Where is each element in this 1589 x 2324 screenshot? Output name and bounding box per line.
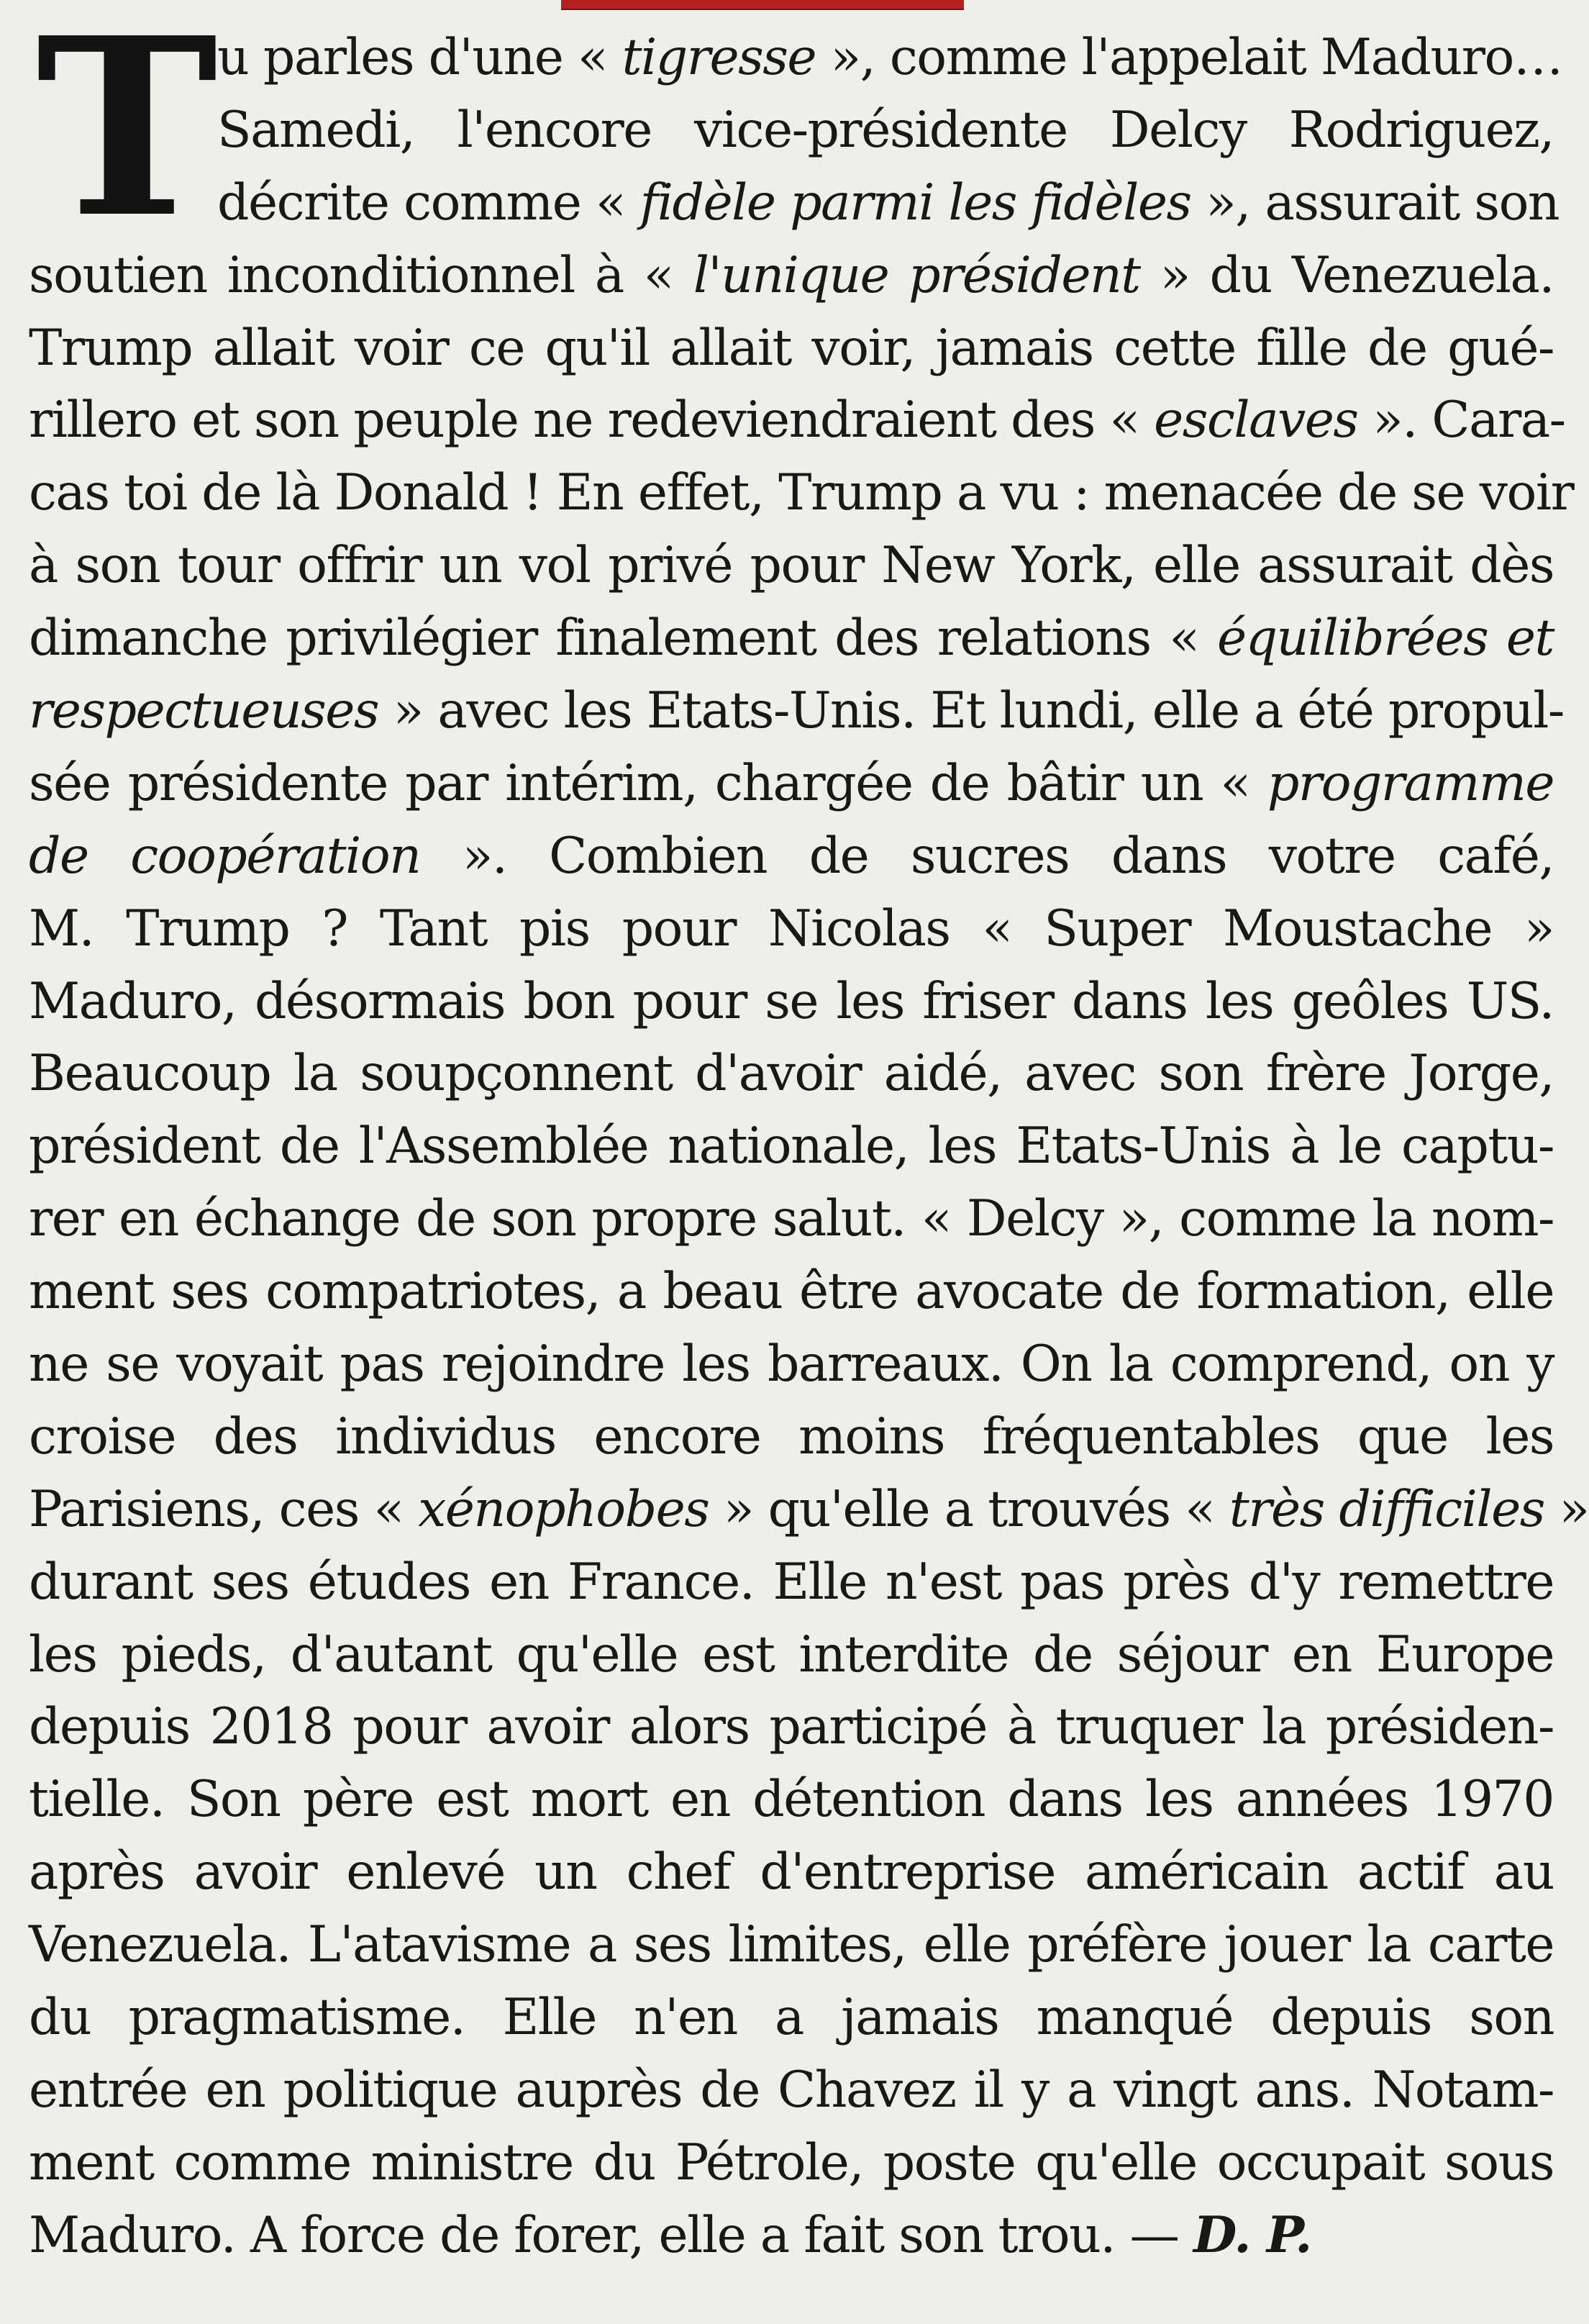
article-line — [29, 1474, 1589, 1546]
text-segment: Maduro. A force de forer, elle a fait son trou. — — [29, 2205, 1194, 2264]
article-line — [29, 966, 1554, 1038]
article-line — [217, 22, 1562, 94]
article-line — [29, 1401, 1554, 1474]
text-segment: » qu'elle a trouvés « — [709, 1479, 1229, 1538]
text-segment: depuis 2018 pour avoir alors participé à truquer la présiden- — [29, 1697, 1554, 1756]
text-segment: entrée en politique auprès de Chavez il y a vingt ans. Notam- — [29, 2060, 1554, 2119]
italic-quote: respectueuses — [29, 681, 379, 740]
italic-quote: équilibrées et — [1217, 609, 1554, 668]
article-line — [29, 1110, 1554, 1183]
article-line — [29, 384, 1565, 457]
text-segment: ment ses compatriotes, a beau être avocate de formation, elle — [29, 1262, 1554, 1321]
text-segment: soutien inconditionnel à « — [29, 245, 693, 304]
article-line — [217, 94, 1554, 167]
text-segment: » — [1544, 1479, 1589, 1538]
text-segment: dimanche privilégier finalement des relations « — [29, 609, 1218, 668]
italic-quote: programme — [1267, 753, 1554, 812]
author-signature: D. P. — [1193, 2205, 1311, 2264]
text-segment: sée présidente par intérim, chargée de bâtir un « — [29, 753, 1267, 812]
text-segment: président de l'Assemblée nationale, les Etats-Unis à le captu- — [29, 1117, 1554, 1176]
text-segment: croise des individus encore moins fréquentables que les — [29, 1407, 1554, 1466]
text-segment: les pieds, d'autant qu'elle est interdite de séjour en Europe — [29, 1625, 1554, 1684]
article-line — [29, 457, 1574, 530]
article-line — [29, 1691, 1554, 1764]
text-segment: Trump allait voir ce qu'il allait voir, jamais cette fille de gué- — [29, 318, 1554, 377]
article-line — [29, 748, 1554, 820]
article-line — [29, 675, 1564, 748]
article-line — [29, 1256, 1554, 1328]
text-segment: durant ses études en France. Elle n'est pas près d'y remettre — [29, 1552, 1554, 1611]
text-segment: rillero et son peuple ne redeviendraient des « — [29, 391, 1155, 450]
text-segment: Parisiens, ces « — [29, 1479, 419, 1538]
article-line — [29, 2054, 1554, 2127]
text-segment: u parles d'une « — [217, 28, 622, 86]
italic-quote: fidèle parmi les fidèles — [639, 173, 1191, 232]
article-line — [29, 1328, 1554, 1401]
text-segment: » du Venezuela. — [1139, 245, 1554, 304]
italic-quote: tigresse — [622, 28, 816, 86]
text-segment: cas toi de là Donald ! En effet, Trump a vu : menacée de se voir — [29, 463, 1574, 522]
text-segment: ». Cara- — [1357, 391, 1565, 450]
text-segment: décrite comme « — [217, 173, 640, 232]
article-line — [29, 2200, 1554, 2272]
article-line — [29, 240, 1554, 312]
text-segment: Samedi, l'encore vice-présidente Delcy Rodriguez, — [217, 100, 1554, 159]
italic-quote: très difficiles — [1229, 1479, 1544, 1538]
text-segment: ne se voyait pas rejoindre les barreaux. On la comprend, on y — [29, 1335, 1554, 1394]
top-accent-bar — [561, 0, 964, 10]
text-segment: », assurait son — [1190, 173, 1560, 232]
italic-quote: l'unique président — [693, 245, 1140, 304]
text-segment: Beaucoup la soupçonnent d'avoir aidé, avec son frère Jorge, — [29, 1044, 1554, 1103]
text-segment: Maduro, désormais bon pour se les friser dans les geôles US. — [29, 971, 1554, 1030]
text-segment: » avec les Etats-Unis. Et lundi, elle a été propul- — [378, 681, 1564, 740]
article-body — [29, 0, 1589, 2272]
text-segment: M. Trump ? Tant pis pour Nicolas « Super Moustache » — [29, 899, 1554, 958]
article-line — [29, 530, 1554, 602]
article-line — [29, 1619, 1554, 1692]
text-segment: à son tour offrir un vol privé pour New York, elle assurait dès — [29, 536, 1554, 595]
article-line — [217, 167, 1560, 240]
article-line — [29, 1982, 1554, 2054]
italic-quote: xénophobes — [418, 1479, 709, 1538]
text-segment: après avoir enlevé un chef d'entreprise américain actif au — [29, 1843, 1554, 1902]
article-line — [29, 893, 1554, 966]
article-line — [29, 1183, 1554, 1256]
italic-quote: esclaves — [1154, 391, 1358, 450]
article-line — [29, 820, 1554, 893]
article-line — [29, 1764, 1554, 1836]
text-segment: Venezuela. L'atavisme a ses limites, elle préfère jouer la carte — [29, 1915, 1554, 1974]
text-segment: tielle. Son père est mort en détention dans les années 1970 — [29, 1770, 1554, 1829]
article-line — [29, 1836, 1554, 1909]
article-line — [29, 1038, 1554, 1110]
text-segment: ». Combien de sucres dans votre café, — [420, 826, 1554, 885]
text-segment: », comme l'appelait Maduro… — [816, 28, 1562, 86]
article-line — [29, 1909, 1554, 1982]
article-line — [29, 2127, 1554, 2200]
text-segment: du pragmatisme. Elle n'en a jamais manqué depuis son — [29, 1988, 1554, 2047]
article-line — [29, 1546, 1554, 1619]
text-segment: rer en échange de son propre salut. « Delcy », comme la nom- — [29, 1189, 1554, 1248]
drop-cap: T — [36, 0, 219, 272]
article-line — [29, 602, 1554, 675]
italic-quote: de coopération — [29, 826, 421, 885]
text-segment: ment comme ministre du Pétrole, poste qu'elle occupait sous — [29, 2133, 1554, 2192]
article-line — [29, 312, 1554, 385]
